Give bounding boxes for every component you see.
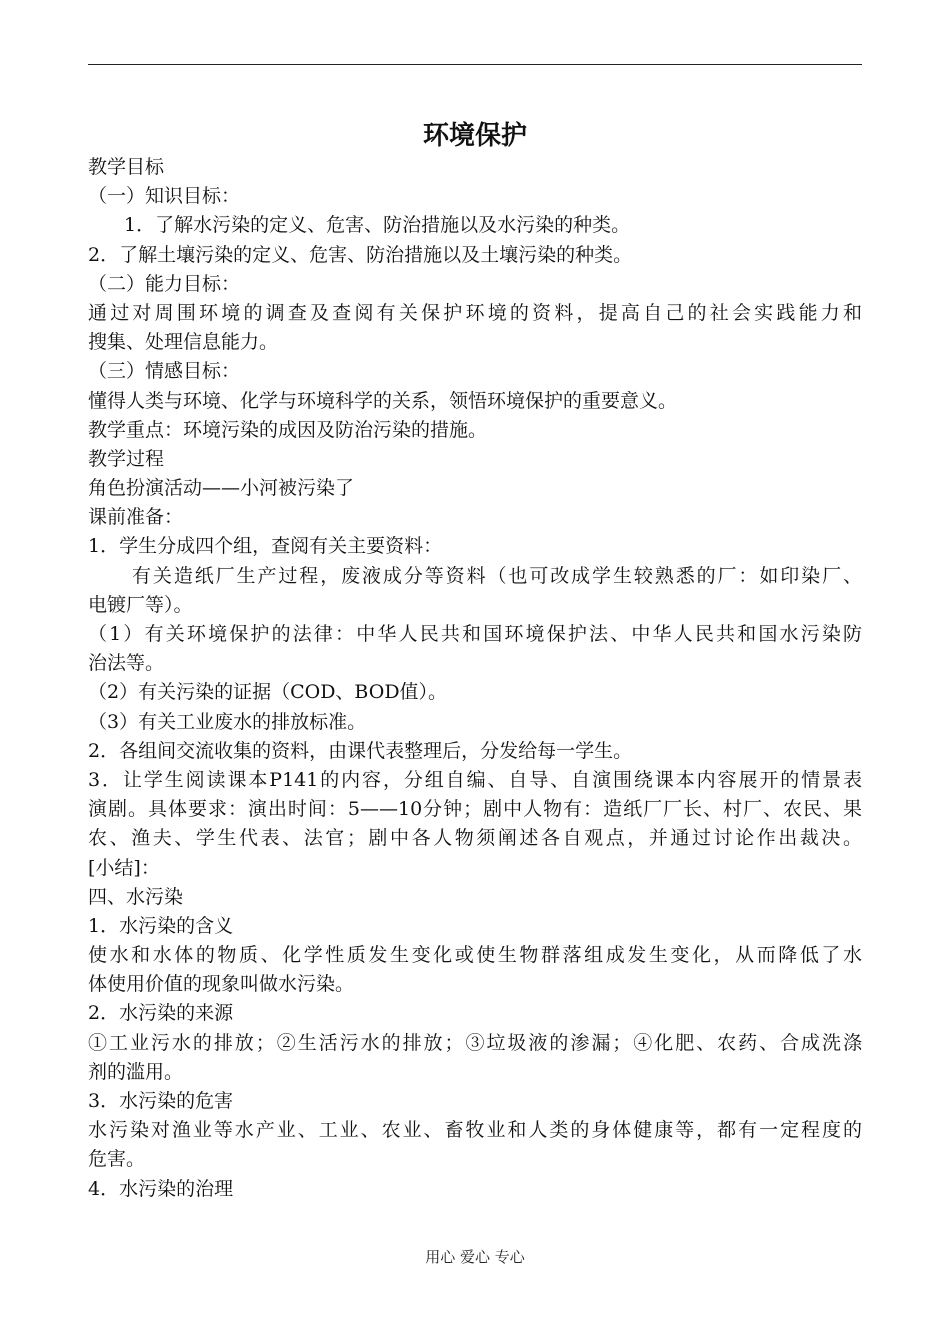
- paragraph-line: 2．各组间交流收集的资料，由课代表整理后，分发给每一学生。: [88, 739, 633, 762]
- paragraph-line: 1．了解水污染的定义、危害、防治措施以及水污染的种类。: [124, 214, 631, 237]
- paragraph-line: 教学重点：环境污染的成因及防治污染的措施。: [88, 418, 488, 441]
- paragraph-line: 水污染对渔业等水产业、工业、农业、畜牧业和人类的身体健康等，都有一定程度的: [88, 1119, 862, 1142]
- section-heading-water-pollution: 四、水污染: [88, 885, 184, 908]
- paragraph-line: 2．水污染的来源: [88, 1002, 234, 1025]
- paragraph-line: [小结]：: [88, 856, 160, 879]
- paragraph-line: 2．了解土壤污染的定义、危害、防治措施以及土壤污染的种类。: [88, 243, 633, 266]
- paragraph-line: 演剧。具体要求：演出时间：5——10分钟；剧中人物有：造纸厂厂长、村厂、农民、果: [88, 798, 862, 821]
- document-body: [88, 153, 862, 1204]
- paragraph-line: 治法等。: [88, 652, 165, 675]
- page-footer: 用心 爱心 专心: [425, 1248, 525, 1266]
- paragraph-line: 课前准备：: [88, 506, 184, 529]
- paragraph-line: 懂得人类与环境、化学与环境科学的关系，领悟环境保护的重要意义。: [88, 389, 678, 412]
- paragraph-line: 危害。: [88, 1148, 146, 1171]
- paragraph-line: ①工业污水的排放；②生活污水的排放；③垃圾液的渗漏；④化肥、农药、合成洗涤: [88, 1031, 862, 1054]
- paragraph-line: 有关造纸厂生产过程，废液成分等资料（也可改成学生较熟悉的厂：如印染厂、: [132, 564, 862, 587]
- paragraph-line: 剂的滥用。: [88, 1060, 184, 1083]
- subheading-knowledge: （一）知识目标：: [88, 185, 241, 208]
- paragraph-line: 电镀厂等）。: [88, 593, 193, 616]
- paragraph-line: 1．学生分成四个组，查阅有关主要资料：: [88, 535, 443, 558]
- header-rule: [88, 64, 862, 65]
- paragraph-line: 体使用价值的现象叫做水污染。: [88, 973, 355, 996]
- section-heading-objectives: 教学目标: [88, 156, 165, 178]
- page-title: 环境保护: [422, 121, 527, 151]
- paragraph-line: 1．水污染的含义: [88, 914, 234, 937]
- paragraph-line: 4．水污染的治理: [88, 1177, 234, 1200]
- paragraph-line: （2）有关污染的证据（COD、BOD值）。: [88, 681, 448, 704]
- paragraph-line: 3．让学生阅读课本P141的内容，分组自编、自导、自演围绕课本内容展开的情景表: [88, 768, 862, 791]
- paragraph-line: （1）有关环境保护的法律：中华人民共和国环境保护法、中华人民共和国水污染防: [88, 623, 862, 645]
- subheading-emotion: （三）情感目标：: [88, 360, 241, 383]
- paragraph-line: 通过对周围环境的调查及查阅有关保护环境的资料，提高自己的社会实践能力和: [88, 301, 862, 324]
- subheading-ability: （二）能力目标：: [88, 272, 241, 295]
- paragraph-line: 使水和水体的物质、化学性质发生变化或使生物群落组成发生变化，从而降低了水: [88, 944, 862, 967]
- paragraph-line: 搜集、处理信息能力。: [88, 331, 279, 354]
- paragraph-line: 3．水污染的危害: [88, 1090, 234, 1112]
- paragraph-line: （3）有关工业废水的排放标准。: [88, 710, 367, 733]
- section-heading-process: 教学过程: [88, 447, 165, 470]
- paragraph-line: 农、渔夫、学生代表、法官；剧中各人物须阐述各自观点，并通过讨论作出裁决。: [88, 827, 862, 850]
- paragraph-line: 角色扮演活动——小河被污染了: [88, 477, 355, 500]
